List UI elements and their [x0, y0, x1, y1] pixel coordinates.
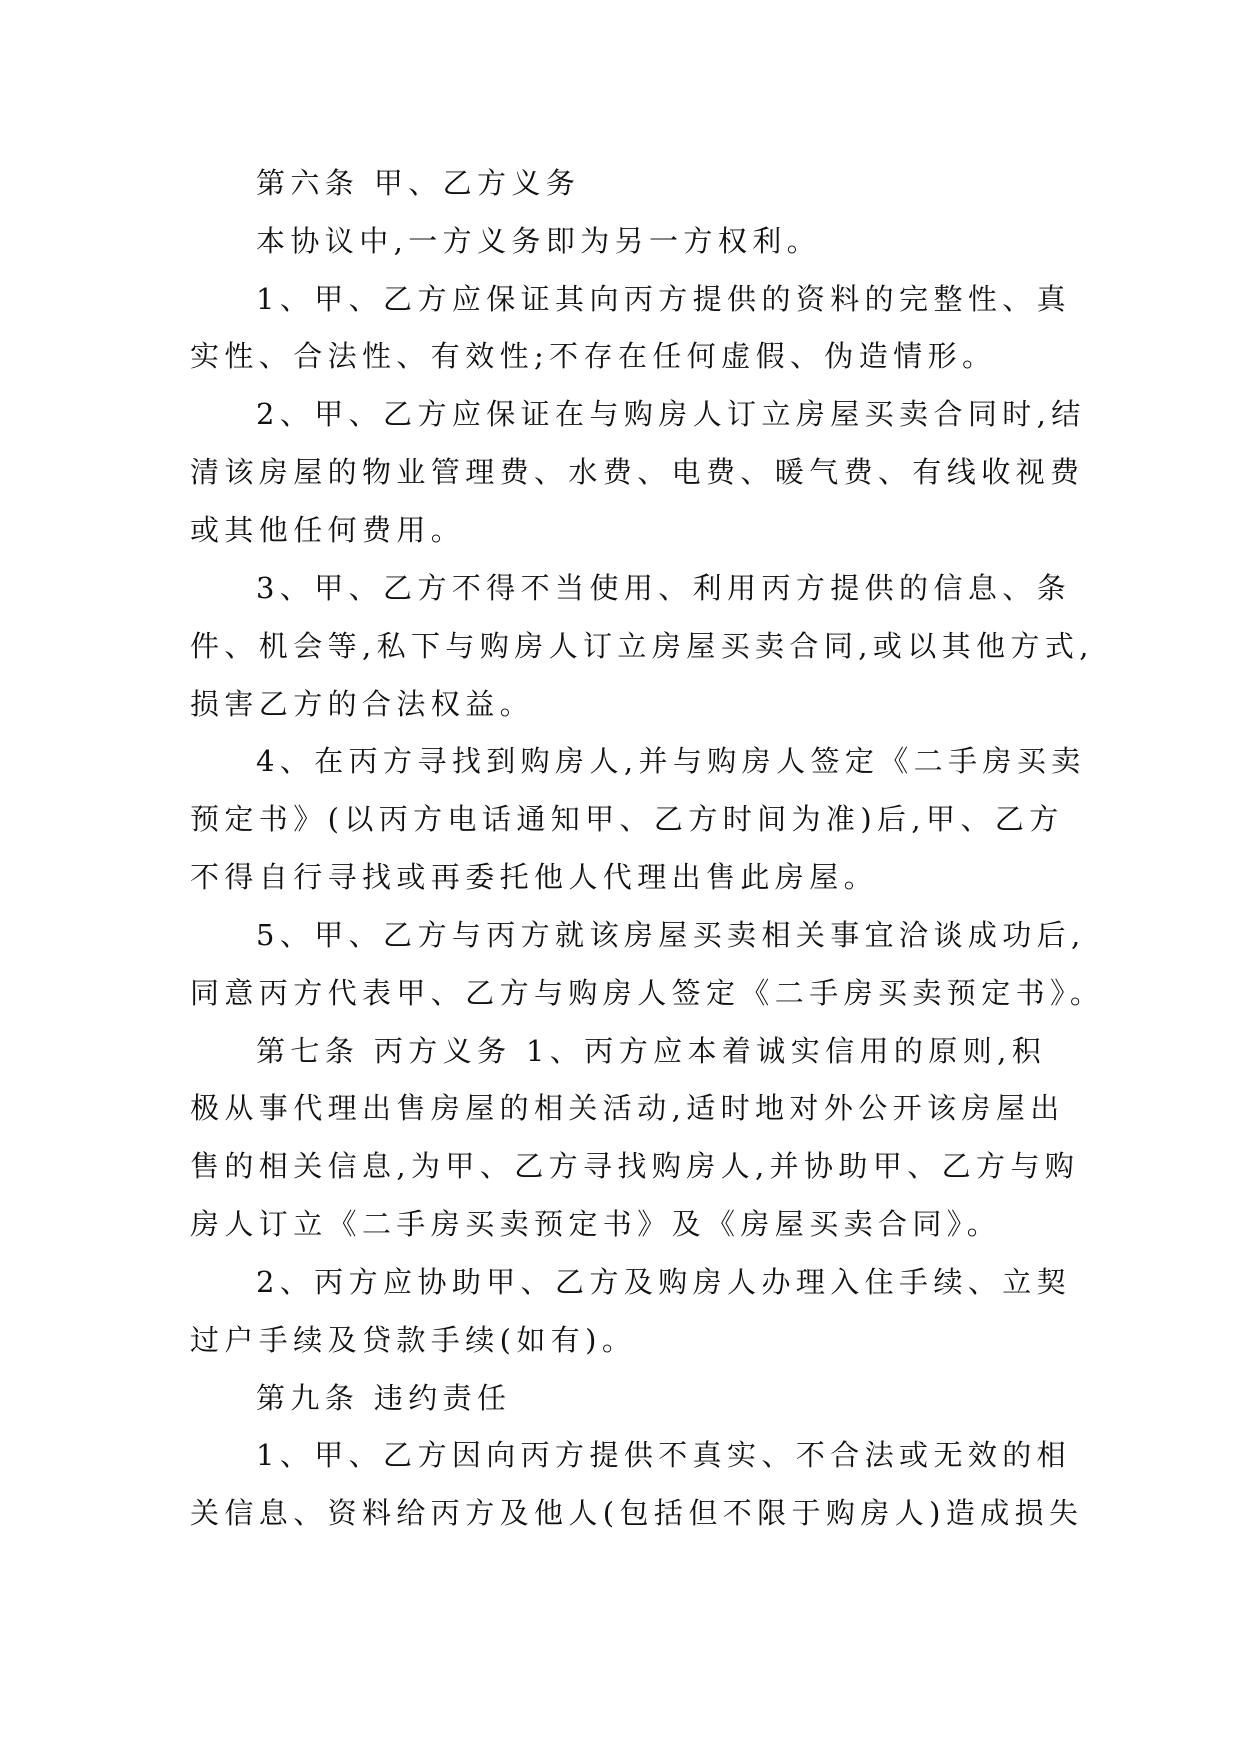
paragraph-line: 过户手续及贷款手续(如有)。: [190, 1323, 637, 1357]
paragraph-line: 1、甲、乙方应保证其向丙方提供的资料的完整性、真: [256, 282, 1072, 316]
article-9-heading: 第九条 违约责任: [256, 1381, 512, 1415]
paragraph-line: 3、甲、乙方不得不当使用、利用丙方提供的信息、条: [256, 571, 1072, 605]
paragraph-line: 5、甲、乙方与丙方就该房屋买卖相关事宜洽谈成功后,: [256, 918, 1086, 952]
paragraph-line: 极从事代理出售房屋的相关活动,适时地对外公开该房屋出: [190, 1091, 1065, 1125]
paragraph-line: 同意丙方代表甲、乙方与购房人签定《二手房买卖预定书》。: [190, 976, 1105, 1010]
paragraph-line: 售的相关信息,为甲、乙方寻找购房人,并协助甲、乙方与购: [190, 1149, 1080, 1183]
paragraph-line: 清该房屋的物业管理费、水费、电费、暖气费、有线收视费: [190, 455, 1085, 489]
paragraph-line: 实性、合法性、有效性;不存在任何虚假、伪造情形。: [190, 339, 997, 373]
paragraph-line: 预定书》(以丙方电话通知甲、乙方时间为准)后,甲、乙方: [190, 802, 1064, 836]
paragraph-line: 房人订立《二手房买卖预定书》及《房屋买卖合同》。: [190, 1207, 1002, 1241]
paragraph-line: 或其他任何费用。: [190, 513, 466, 547]
paragraph-line: 4、在丙方寻找到购房人,并与购房人签定《二手房买卖: [256, 744, 1086, 778]
paragraph-line: 2、丙方应协助甲、乙方及购房人办理入住手续、立契: [256, 1265, 1072, 1299]
paragraph-line: 关信息、资料给丙方及他人(包括但不限于购房人)造成损失: [190, 1496, 1084, 1530]
paragraph-line: 1、甲、乙方因向丙方提供不真实、不合法或无效的相: [256, 1438, 1072, 1472]
paragraph-line: 不得自行寻找或再委托他人代理出售此房屋。: [190, 860, 879, 894]
paragraph-line: 本协议中,一方义务即为另一方权利。: [256, 224, 822, 258]
article-6-heading: 第六条 甲、乙方义务: [256, 166, 581, 200]
article-7-heading: 第七条 丙方义务 1、丙方应本着诚实信用的原则,积: [256, 1034, 1047, 1068]
paragraph-line: 2、甲、乙方应保证在与购房人订立房屋买卖合同时,结: [256, 397, 1086, 431]
paragraph-line: 件、机会等,私下与购房人订立房屋买卖合同,或以其他方式,: [190, 629, 1094, 663]
paragraph-line: 损害乙方的合法权益。: [190, 687, 535, 721]
